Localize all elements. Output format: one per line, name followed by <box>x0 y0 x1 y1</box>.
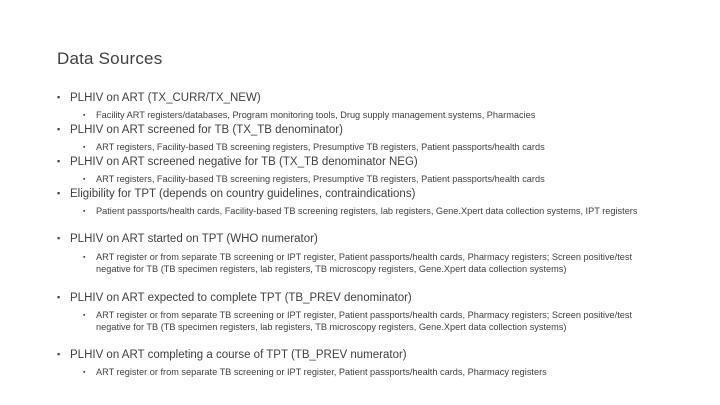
item-heading: PLHIV on ART (TX_CURR/TX_NEW) <box>70 92 261 104</box>
bullet-icon: ▪ <box>83 112 86 119</box>
item-detail: ART registers, Facility-based TB screening registers, Presumptive TB registers, Patient passports/health cards <box>96 174 545 184</box>
bullet-icon: ▪ <box>57 156 61 166</box>
item-heading: PLHIV on ART completing a course of TPT (TB_PREV numerator) <box>70 349 407 361</box>
slide-title: Data Sources <box>57 49 163 68</box>
list-item <box>57 156 418 168</box>
item-heading: PLHIV on ART screened negative for TB (TX_TB denominator NEG) <box>70 156 418 168</box>
item-heading: PLHIV on ART screened for TB (TX_TB denominator) <box>70 124 343 136</box>
bullet-icon: ▪ <box>57 92 61 102</box>
list-item <box>57 188 415 200</box>
item-heading: PLHIV on ART expected to complete TPT (TB_PREV denominator) <box>70 292 412 304</box>
list-subitem <box>83 251 666 275</box>
list-subitem <box>83 205 666 218</box>
list-subitem <box>83 173 666 186</box>
list-subitem <box>83 141 666 154</box>
bullet-icon: ▪ <box>83 369 86 376</box>
bullet-icon: ▪ <box>83 176 86 183</box>
item-heading: PLHIV on ART started on TPT (WHO numerator) <box>70 233 318 245</box>
list-subitem <box>83 309 666 333</box>
bullet-icon: ▪ <box>83 144 86 151</box>
item-detail: ART register or from separate TB screening or IPT register, Patient passports/health cards, Pharmacy registers; Screen positive/test negative for TB (TB specimen registers, lab registers, TB microscopy registers, Gene.Xpert data collection systems) <box>96 252 633 274</box>
list-item <box>57 233 318 245</box>
list-item <box>57 292 412 304</box>
list-subitem <box>83 109 666 122</box>
bullet-icon: ▪ <box>83 254 86 261</box>
item-heading: Eligibility for TPT (depends on country guidelines, contraindications) <box>70 188 416 200</box>
list-item <box>57 92 261 104</box>
item-detail: Patient passports/health cards, Facility-based TB screening registers, lab registers, Gene.Xpert data collection systems, IPT registers <box>96 206 638 216</box>
item-detail: ART register or from separate TB screening or IPT register, Patient passports/health cards, Pharmacy registers; Screen positive/test negative for TB (TB specimen registers, lab registers, TB microscopy registers, Gene.Xpert data collection systems) <box>96 310 633 332</box>
bullet-icon: ▪ <box>83 208 86 215</box>
item-detail: ART registers, Facility-based TB screening registers, Presumptive TB registers, Patient passports/health cards <box>96 142 545 152</box>
list-subitem <box>83 366 666 379</box>
bullet-icon: ▪ <box>57 233 61 243</box>
bullet-icon: ▪ <box>57 292 61 302</box>
bullet-icon: ▪ <box>83 312 86 319</box>
list-item <box>57 349 407 361</box>
bullet-icon: ▪ <box>57 188 61 198</box>
item-detail: ART register or from separate TB screening or IPT register, Patient passports/health cards, Pharmacy registers <box>96 367 547 377</box>
list-item <box>57 124 343 136</box>
bullet-icon: ▪ <box>57 124 61 134</box>
item-detail: Facility ART registers/databases, Program monitoring tools, Drug supply management systems, Pharmacies <box>96 110 536 120</box>
bullet-icon: ▪ <box>57 349 61 359</box>
